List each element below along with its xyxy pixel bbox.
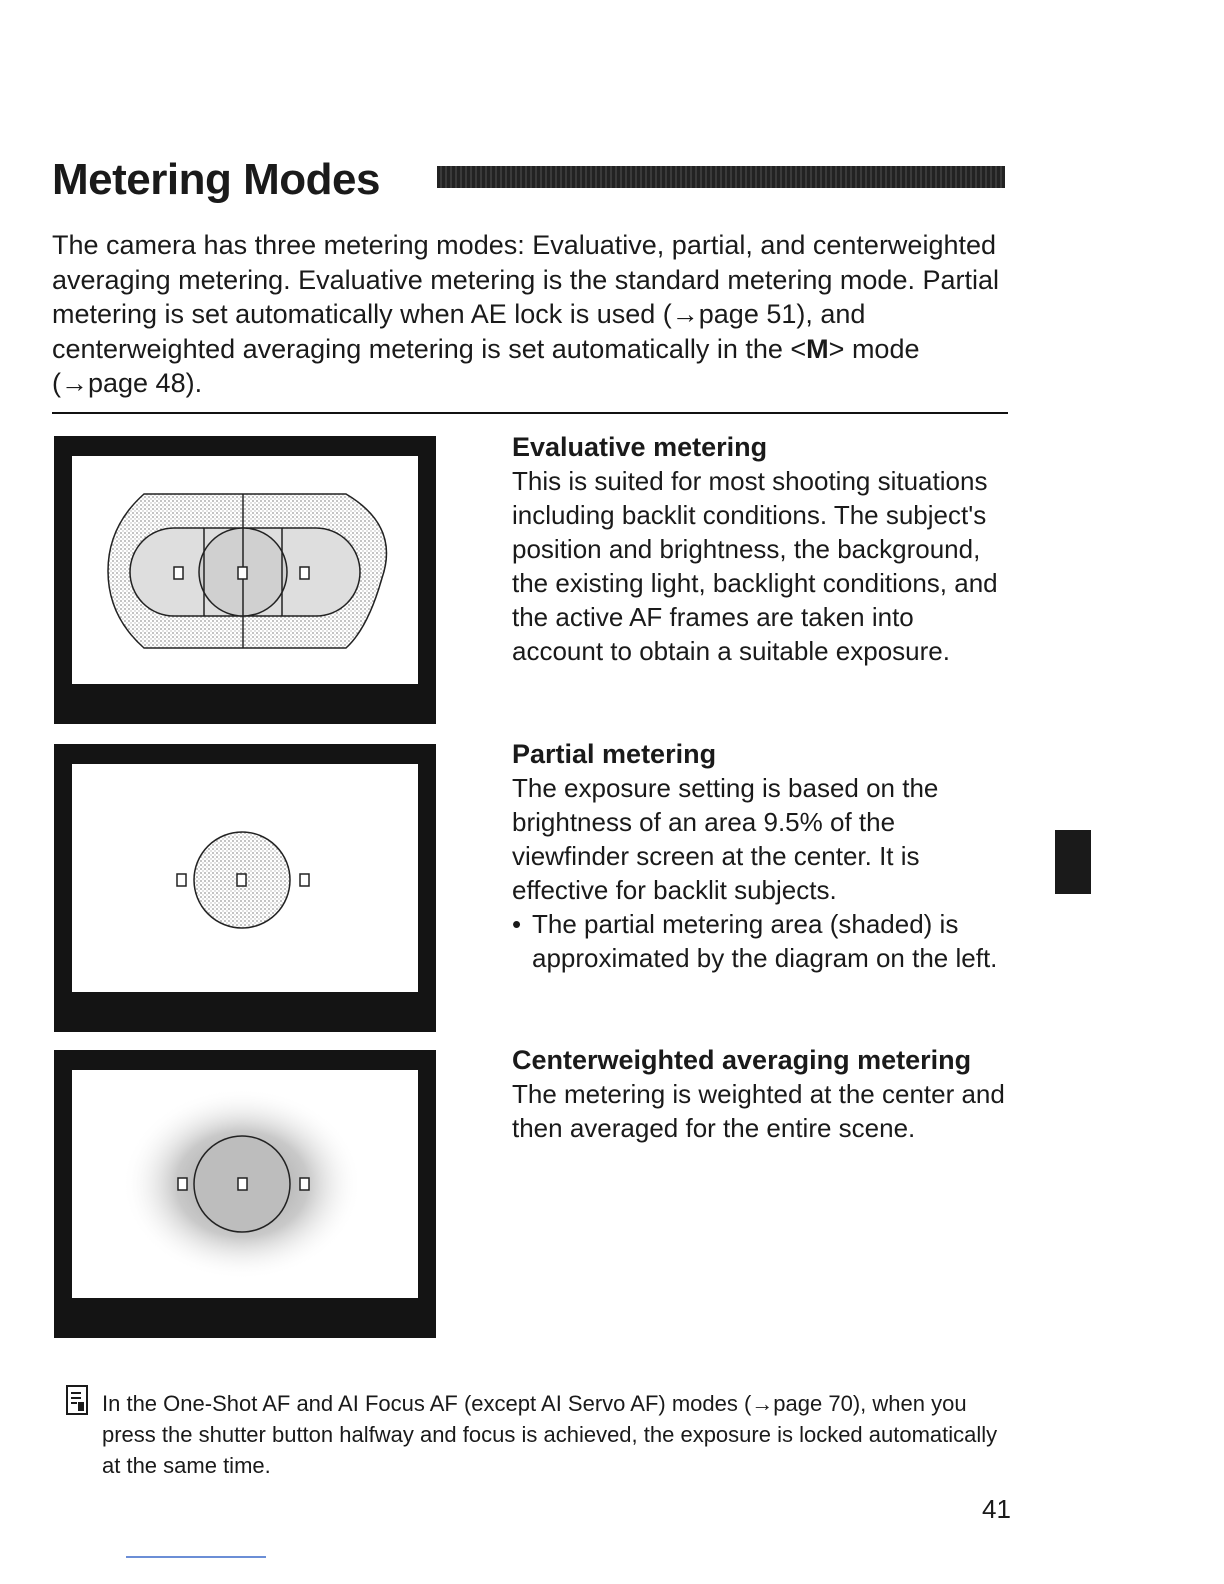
af-frame-left <box>177 874 186 886</box>
note-text: In the One-Shot AF and AI Focus AF (except AI Servo AF) modes (→page 70), when you press the shutter button halfway and focus is achieved, the exposure is locked automatically at the same time. <box>102 1391 998 1478</box>
viewfinder-screen <box>72 1070 418 1298</box>
centerweighted-body: The metering is weighted at the center and then averaged for the entire scene. <box>512 1079 1005 1143</box>
af-frame-left <box>178 1178 187 1190</box>
viewfinder-screen <box>72 456 418 684</box>
section-divider <box>52 412 1008 414</box>
evaluative-section <box>512 430 1012 668</box>
bullet-dot: • <box>512 909 522 939</box>
evaluative-zones-svg <box>72 456 418 684</box>
centerweighted-heading: Centerweighted averaging metering <box>512 1045 972 1075</box>
chapter-side-tab <box>1055 830 1091 894</box>
evaluative-metering-diagram <box>54 436 436 724</box>
af-frame-left <box>174 567 183 579</box>
partial-bullet <box>512 907 1012 975</box>
page-number: 41 <box>982 1494 1011 1524</box>
centerweighted-zone-svg <box>72 1070 418 1298</box>
viewfinder-screen <box>72 764 418 992</box>
af-frame-center <box>238 567 247 579</box>
partial-metering-diagram <box>54 744 436 1032</box>
intro-text-part1: The camera has three metering modes: Evaluative, partial, and centerweighted averaging metering. Evaluative metering is the standard metering mode. Partial metering is set automatically when AE lock is used (→page 51), and centerweighted averaging metering is set automatically in the < <box>52 230 999 364</box>
evaluative-heading: Evaluative metering <box>512 432 768 462</box>
centerweighted-metering-diagram <box>54 1050 436 1338</box>
evaluative-body: This is suited for most shooting situations including backlit conditions. The subject's position and brightness, the background, the existing light, backlight conditions, and the active AF frames are taken into account to obtain a suitable exposure. <box>512 466 998 666</box>
title-rule-bar <box>437 166 1005 188</box>
partial-body: The exposure setting is based on the brightness of an area 9.5% of the viewfinder screen at the center. It is effective for backlit subjects. <box>512 773 939 905</box>
ink-mark <box>126 1556 266 1558</box>
partial-heading: Partial metering <box>512 739 717 769</box>
memo-icon-glyph <box>68 1387 86 1413</box>
af-frame-right <box>300 874 309 886</box>
partial-zone-svg <box>72 764 418 992</box>
intro-paragraph <box>52 228 1012 401</box>
title-row <box>52 150 1012 210</box>
af-frame-center <box>237 874 246 886</box>
centerweighted-section <box>512 1043 1012 1145</box>
af-frame-center <box>238 1178 247 1190</box>
intro-text-part2: > mode (→page 48). <box>52 333 920 398</box>
page-title: Metering Modes <box>52 155 380 204</box>
mode-m-symbol: M <box>806 333 829 364</box>
partial-section <box>512 737 1012 975</box>
af-frame-right <box>300 1178 309 1190</box>
memo-icon <box>66 1385 88 1415</box>
af-frame-right <box>300 567 309 579</box>
partial-bullet-text: The partial metering area (shaded) is approximated by the diagram on the left. <box>532 909 998 973</box>
